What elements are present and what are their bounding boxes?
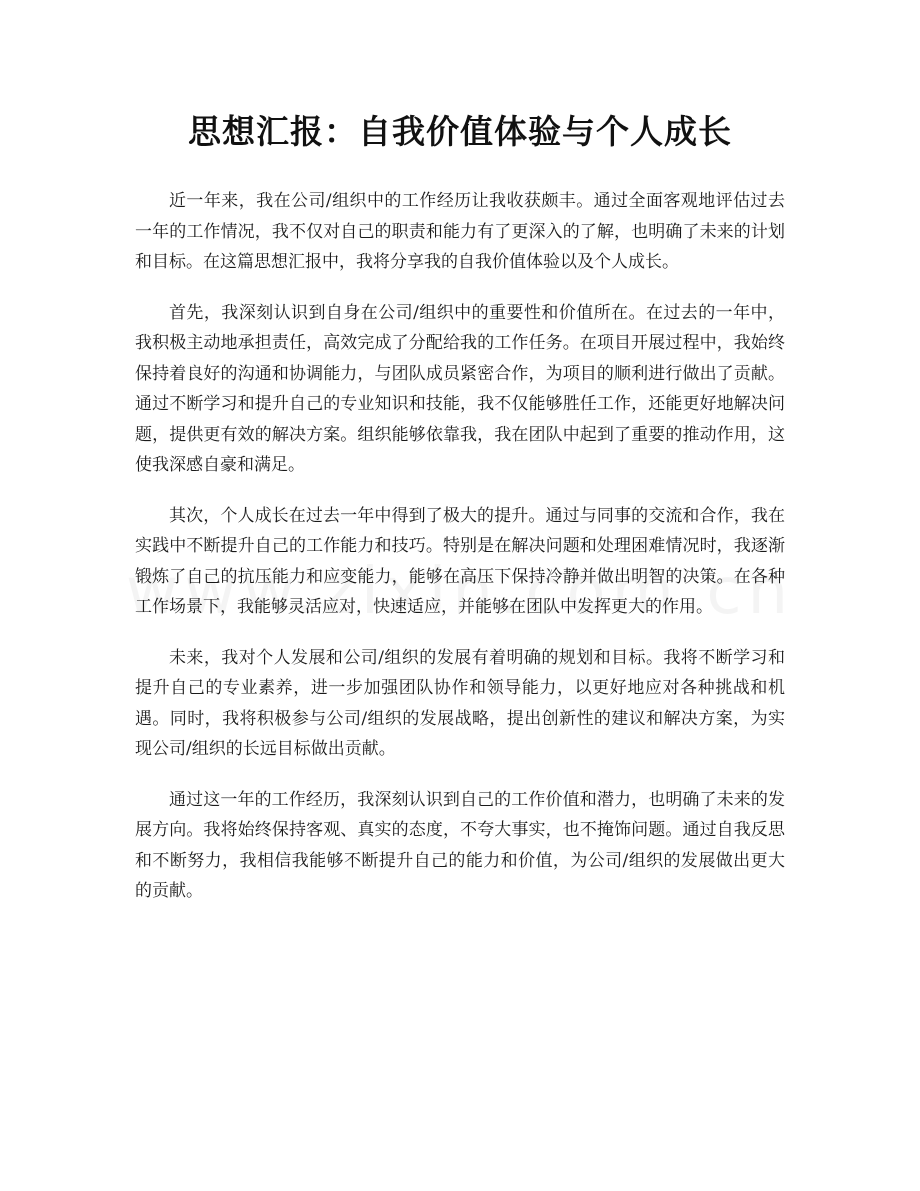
- document-body: [135, 186, 785, 927]
- paragraph-4: 未来，我对个人发展和公司/组织的发展有着明确的规划和目标。我将不断学习和提升自己的专业素养，进一步加强团队协作和领导能力，以更好地应对各种挑战和机遇。同时，我将积极参与公司/组织的发展战略，提出创新性的建议和解决方案，为实现公司/组织的长远目标做出贡献。: [135, 647, 785, 759]
- paragraph-1: 近一年来，我在公司/组织中的工作经历让我收获颇丰。通过全面客观地评估过去一年的工作情况，我不仅对自己的职责和能力有了更深入的了解，也明确了未来的计划和目标。在这篇思想汇报中，我将分享我的自我价值体验以及个人成长。: [135, 191, 785, 272]
- document-title: 思想汇报：自我价值体验与个人成长: [188, 112, 732, 151]
- paragraph-3: 其次，个人成长在过去一年中得到了极大的提升。通过与同事的交流和合作，我在实践中不断提升自己的工作能力和技巧。特别是在解决问题和处理困难情况时，我逐渐锻炼了自己的抗压能力和应变能力，能够在高压下保持冷静并做出明智的决策。在各种工作场景下，我能够灵活应对，快速适应，并能够在团队中发挥更大的作用。: [135, 505, 785, 617]
- paragraph-5: 通过这一年的工作经历，我深刻认识到自己的工作价值和潜力，也明确了未来的发展方向。我将始终保持客观、真实的态度，不夸大事实，也不掩饰问题。通过自我反思和不断努力，我相信我能够不断提升自己的能力和价值，为公司/组织的发展做出更大的贡献。: [135, 789, 785, 901]
- paragraph-2: 首先，我深刻认识到自身在公司/组织中的重要性和价值所在。在过去的一年中，我积极主动地承担责任，高效完成了分配给我的工作任务。在项目开展过程中，我始终保持着良好的沟通和协调能力，与团队成员紧密合作，为项目的顺利进行做出了贡献。通过不断学习和提升自己的专业知识和技能，我不仅能够胜任工作，还能更好地解决问题，提供更有效的解决方案。组织能够依靠我，我在团队中起到了重要的推动作用，这使我深感自豪和满足。: [135, 302, 785, 475]
